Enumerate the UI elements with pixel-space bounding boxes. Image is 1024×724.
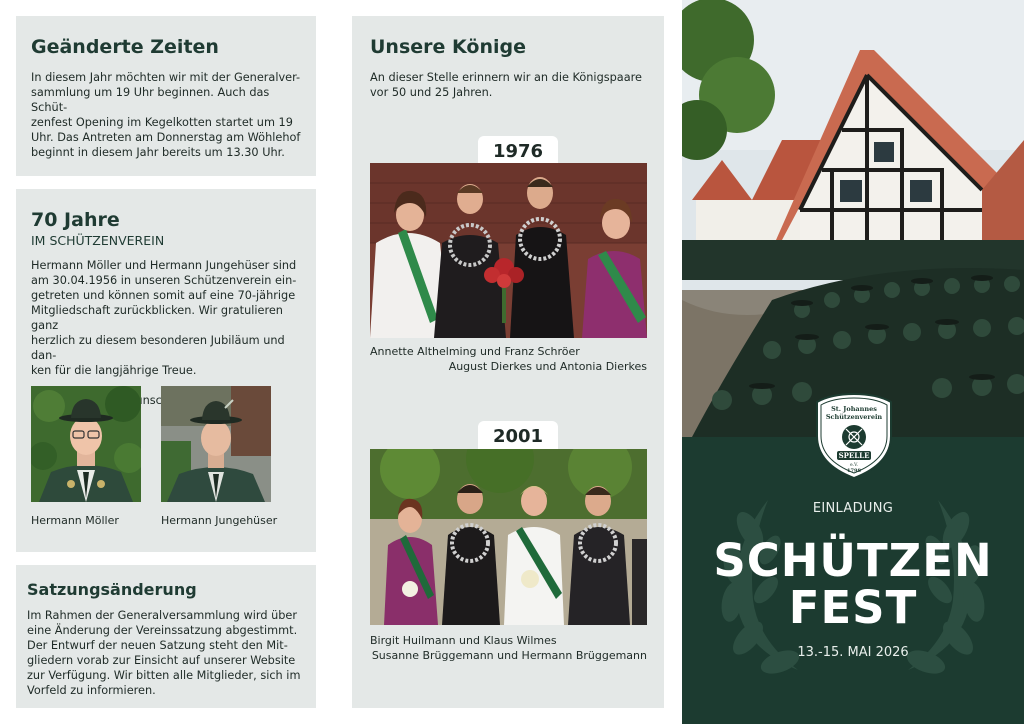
festival-title-line1: SCHÜTZEN (713, 534, 993, 587)
anniversary-text: Hermann Möller und Hermann Jungehüser sind am 30.04.1956 in unseren Schützenverein ein- getreten und können somit auf eine 70-jährige Mitgliedschaft zurückblicken. Wir gratulieren ganz herzlich zu diesem besonderen Jubiläum und dan- ken für die langjährige Treue. (31, 259, 297, 377)
portrait-photo (31, 386, 141, 502)
portrait-hermann-jungehueser (161, 386, 278, 527)
year-label-1976: 1976 (478, 136, 558, 166)
cover-panel (682, 0, 1024, 724)
statutes-title: Satzungsänderung (27, 580, 197, 599)
club-logo (815, 392, 893, 480)
portrait-caption: Hermann Möller (31, 514, 119, 527)
portrait-hermann-moeller (31, 386, 141, 527)
changed-times-text: In diesem Jahr möchten wir mit der Generalver- sammlung um 19 Uhr beginnen. Auch das Schüt- zenfest Opening im Kegelkotten startet um 19 Uhr. Das Antreten am Donnerstag am Wöhlehof beginnt in diesem Jahr bereits um 13.30 Uhr. (31, 71, 301, 159)
anniversary-panel (16, 189, 316, 552)
hero-photo (682, 0, 1024, 437)
portrait-caption: Hermann Jungehüser (161, 514, 278, 527)
kings-photo-1976 (370, 163, 647, 338)
kings-title: Unsere Könige (370, 36, 526, 58)
kings-intro: An dieser Stelle erinnern wir an die Königspaare vor 50 und 25 Jahren. (370, 71, 642, 99)
anniversary-title: 70 Jahre (31, 209, 120, 231)
club-logo-ev: e.V. (850, 463, 858, 468)
festival-title-line2: FEST (788, 581, 918, 634)
festival-date: 13.-15. MAI 2026 (797, 645, 909, 660)
kings-panel (352, 16, 664, 708)
changed-times-panel (16, 16, 316, 176)
club-logo-line1: St. Johannes (831, 405, 877, 413)
club-logo-place: SPELLE (838, 451, 870, 460)
statutes-text: Im Rahmen der Generalversammlung wird über eine Änderung der Vereinssatzung abgestimmt. Der Entwurf der neuen Satzung steht den Mit- gliedern vorab zur Einsicht auf unserer Website zur Verfügung. Wir bitten alle Mitglieder, sich im Vorfeld zu informieren. (27, 609, 301, 697)
kings-caption-2001: Birgit Huilmann und Klaus Wilmes Susanne Brüggemann und Hermann Brüggemann (370, 634, 647, 662)
club-logo-year: 1798 (847, 468, 861, 474)
changed-times-title: Geänderte Zeiten (31, 36, 219, 58)
club-logo-line2: Schützenverein (825, 413, 883, 421)
statutes-panel (16, 565, 316, 708)
anniversary-subtitle: IM SCHÜTZENVEREIN (31, 233, 165, 248)
portrait-photo (161, 386, 271, 502)
kings-caption-1976: Annette Althelming und Franz Schröer August Dierkes und Antonia Dierkes (370, 345, 647, 373)
invitation-label: EINLADUNG (812, 501, 894, 516)
kings-photo-2001 (370, 449, 647, 625)
year-label-2001: 2001 (478, 421, 558, 451)
